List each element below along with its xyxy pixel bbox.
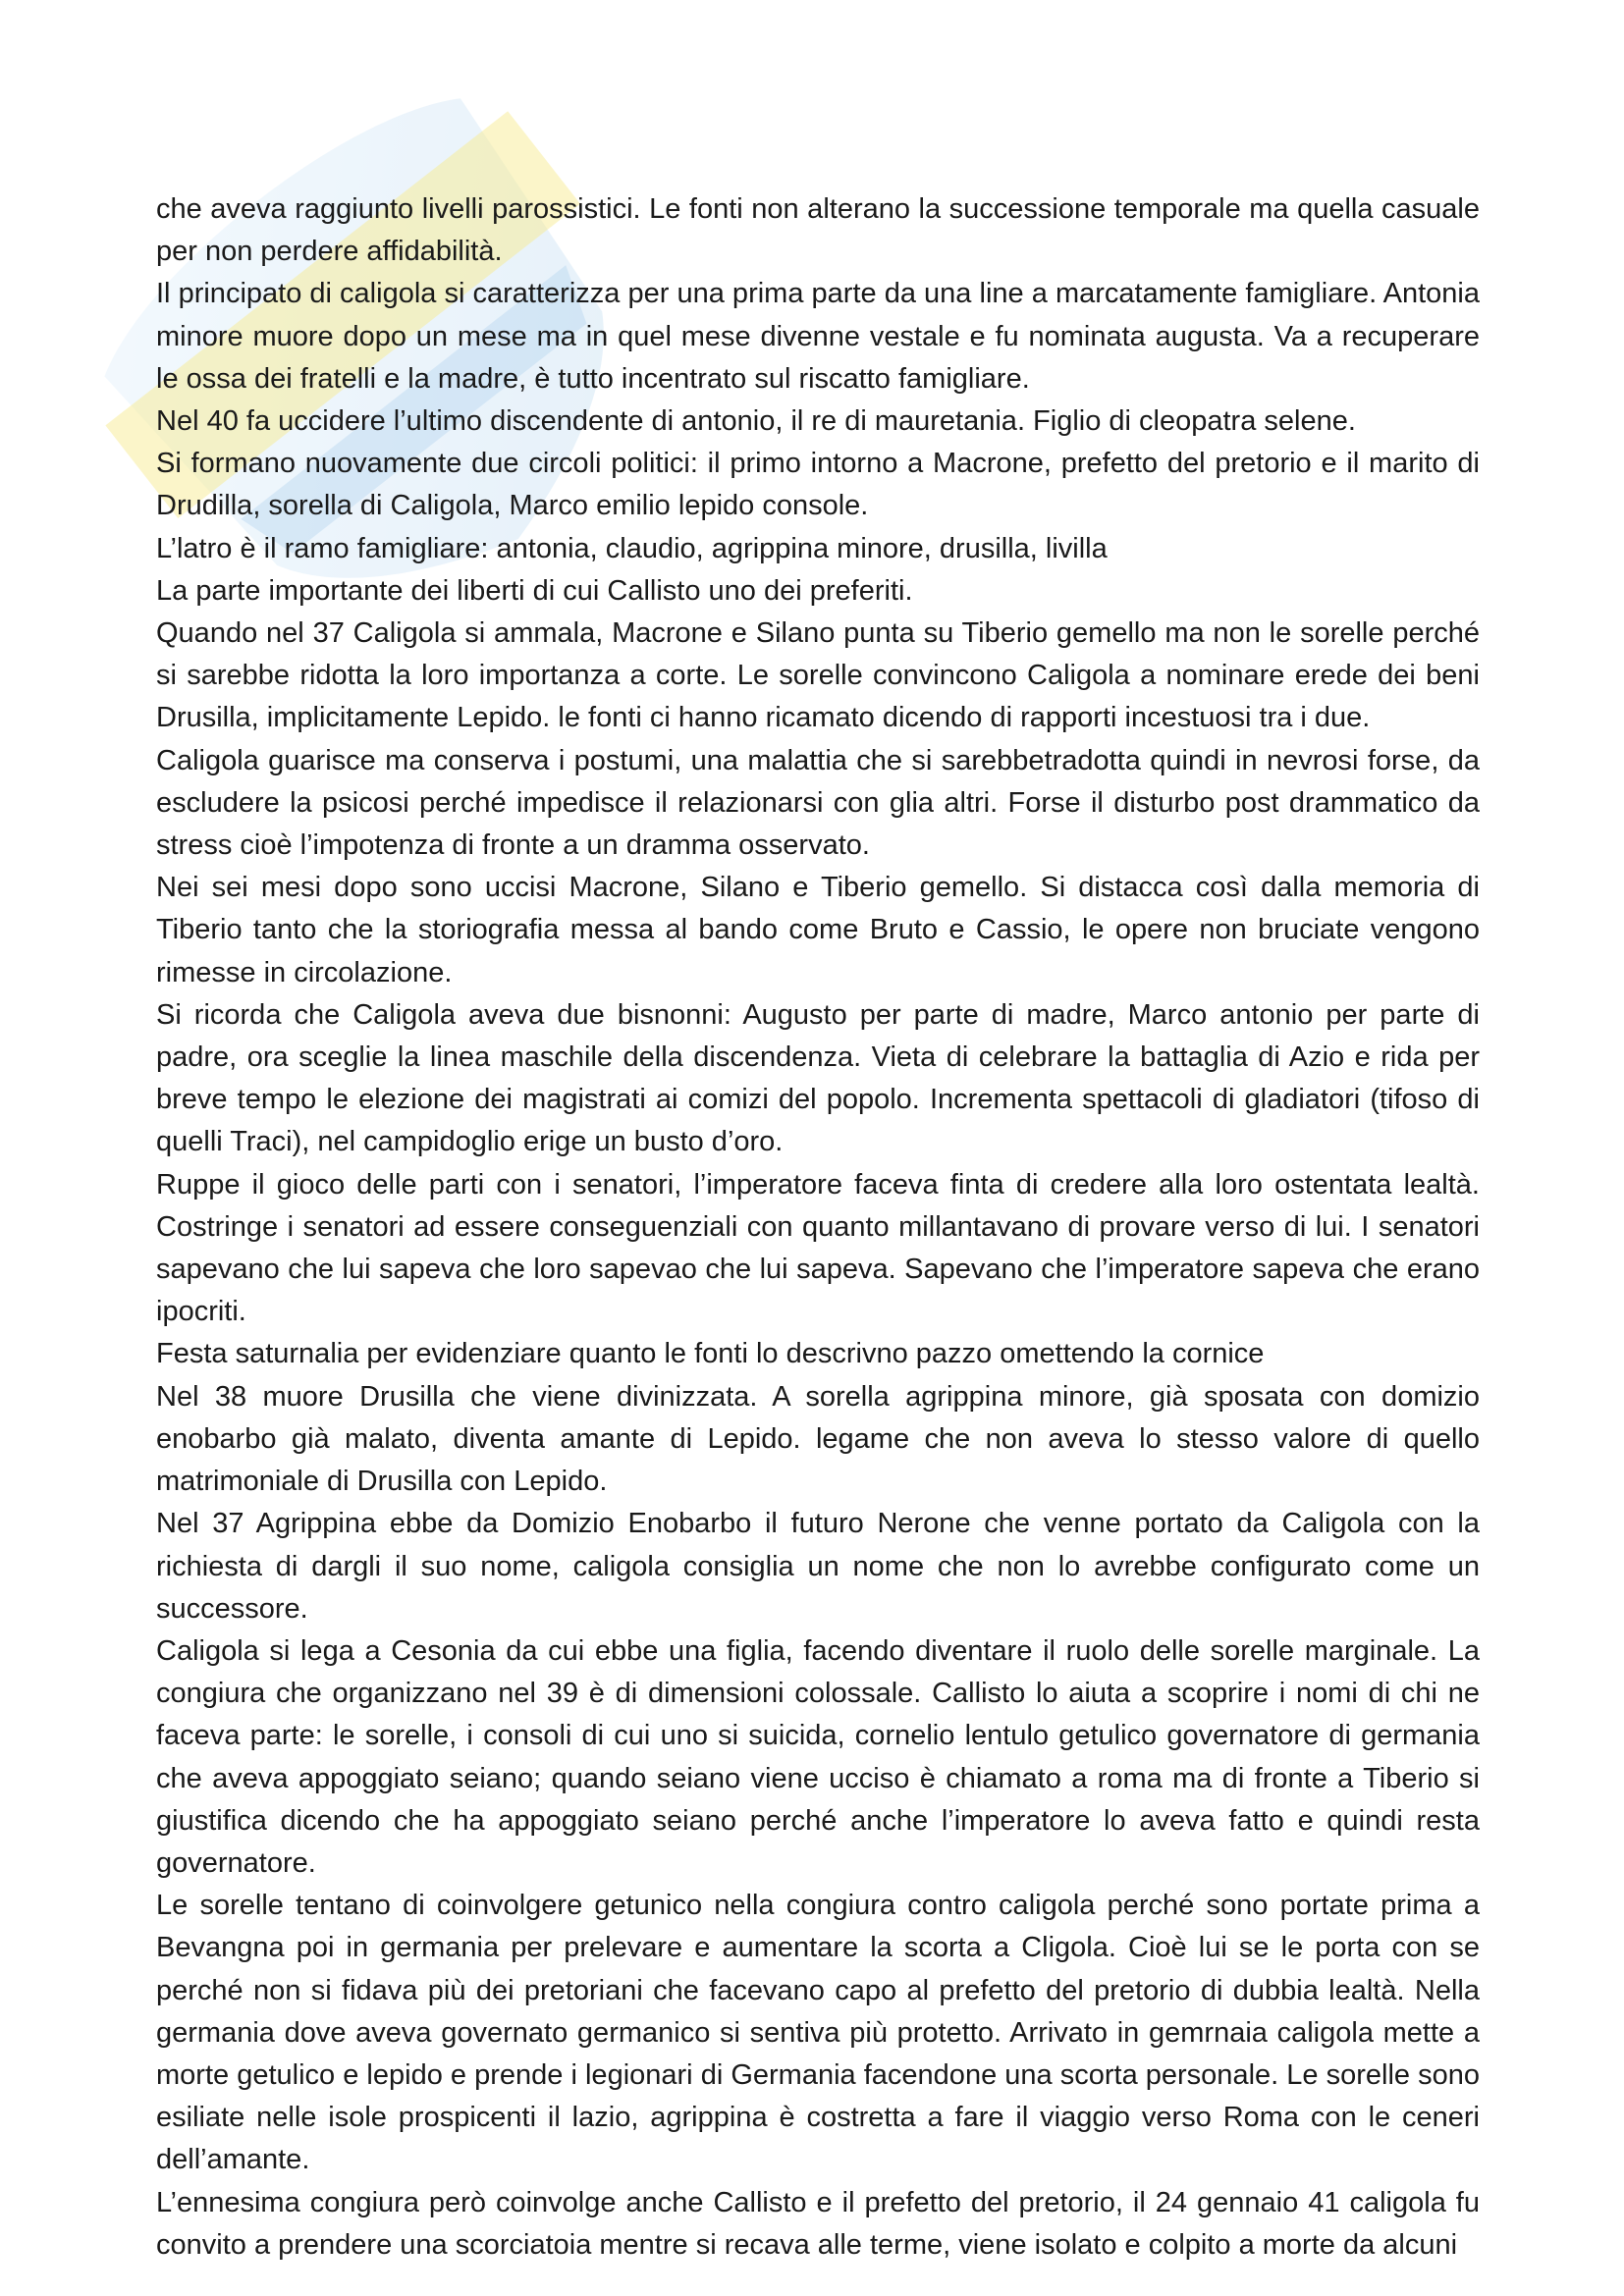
paragraph: Le sorelle tentano di coinvolgere getunico nella congiura contro caligola perché sono portate prima a Bevangna poi in germania per prelevare e aumentare la scorta a Cligola. Cioè lui se le porta con se perché non si fidava più dei pretoriani che facevano capo al prefetto del pretorio di dubbia lealtà. Nella germania dove aveva governato germanico si sentiva più protetto. Arrivato in gemrnaia caligola mette a morte getulico e lepido e prende i legionari di Germania facendone una scorta personale. Le sorelle sono esiliate nelle isole prospicenti il lazio, agrippina è costretta a fare il viaggio verso Roma con le ceneri dell’amante. — [156, 1890, 1480, 2176]
paragraph: Ruppe il gioco delle parti con i senatori, l’imperatore faceva finta di credere alla loro ostentata lealtà. Costringe i senatori ad essere conseguenziali con quanto millantavano di provare verso di lui. I senatori sapevano che lui sapeva che loro sapevao che lui sapeva. Sapevano che l’imperatore sapeva che erano ipocriti. — [156, 1168, 1480, 1328]
paragraph: Nel 37 Agrippina ebbe da Domizio Enobarbo il futuro Nerone che venne portato da Caligola con la richiesta di dargli il suo nome, caligola consiglia un nome che non lo avrebbe configurato come un successore. — [156, 1508, 1480, 1625]
paragraph: che aveva raggiunto livelli parossistici. Le fonti non alterano la successione temporale ma quella casuale per non perdere affidabilità. — [156, 193, 1480, 268]
paragraph: Caligola si lega a Cesonia da cui ebbe una figlia, facendo diventare il ruolo delle sorelle marginale. La congiura che organizzano nel 39 è di dimensioni colossale. Callisto lo aiuta a scoprire i nomi di chi ne faceva parte: le sorelle, i consoli di cui uno si suicida, cornelio lentulo getulico governatore di germania che aveva appoggiato seiano; quando seiano viene ucciso è chiamato a roma ma di fronte a Tiberio si giustifica dicendo che ha appoggiato seiano perché anche l’imperatore lo aveva fatto e quindi resta governatore. — [156, 1634, 1480, 1879]
document-body — [156, 188, 1480, 2267]
paragraph: Si ricorda che Caligola aveva due bisnonni: Augusto per parte di madre, Marco antonio per parte di padre, ora sceglie la linea maschile della discendenza. Vieta di celebrare la battaglia di Azio e rida per breve tempo le elezione dei magistrati ai comizi del popolo. Incrementa spettacoli di gladiatori (tifoso di quelli Traci), nel campidoglio erige un busto d’oro. — [156, 998, 1480, 1158]
paragraph: Nei sei mesi dopo sono uccisi Macrone, Silano e Tiberio gemello. Si distacca così dalla memoria di Tiberio tanto che la storiografia messa al bando come Bruto e Cassio, le opere non bruciate vengono rimesse in circolazione. — [156, 872, 1480, 988]
paragraph: Nel 38 muore Drusilla che viene divinizzata. A sorella agrippina minore, già sposata con domizio enobarbo già malato, diventa amante di Lepido. legame che non aveva lo stesso valore di quello matrimoniale di Drusilla con Lepido. — [156, 1380, 1480, 1498]
paragraph: Il principato di caligola si caratterizza per una prima parte da una line a marcatamente famigliare. Antonia minore muore dopo un mese ma in quel mese divenne vestale e fu nominata augusta. Va a recuperare le ossa dei fratelli e la madre, è tutto incentrato sul riscatto famigliare. — [156, 278, 1480, 395]
paragraph: L’ennesima congiura però coinvolge anche Callisto e il prefetto del pretorio, il 24 gennaio 41 caligola fu convito a prendere una scorciatoia mentre si recava alle terme, viene isolato e colpito a morte da alcuni — [156, 2186, 1480, 2261]
paragraph: Nel 40 fa uccidere l’ultimo discendente di antonio, il re di mauretania. Figlio di cleopatra selene. — [156, 405, 1356, 438]
paragraph: L’latro è il ramo famigliare: antonia, claudio, agrippina minore, drusilla, livilla — [156, 532, 1108, 564]
paragraph: Caligola guarisce ma conserva i postumi, una malattia che si sarebbetradotta quindi in nevrosi forse, da escludere la psicosi perché impedisce il relazionarsi con glia altri. Forse il disturbo post drammatico da stress cioè l’impotenza di fronte a un dramma osservato. — [156, 744, 1480, 862]
paragraph: Festa saturnalia per evidenziare quanto le fonti lo descrivno pazzo omettendo la cornice — [156, 1338, 1265, 1370]
paragraph: Quando nel 37 Caligola si ammala, Macrone e Silano punta su Tiberio gemello ma non le sorelle perché si sarebbe ridotta la loro importanza a corte. Le sorelle convincono Caligola a nominare erede dei beni Drusilla, implicitamente Lepido. le fonti ci hanno ricamato dicendo di rapporti incestuosi tra i due. — [156, 617, 1480, 734]
paragraph: La parte importante dei liberti di cui Callisto uno dei preferiti. — [156, 574, 913, 607]
paragraph: Si formano nuovamente due circoli politici: il primo intorno a Macrone, prefetto del pretorio e il marito di Drudilla, sorella di Caligola, Marco emilio lepido console. — [156, 448, 1480, 522]
